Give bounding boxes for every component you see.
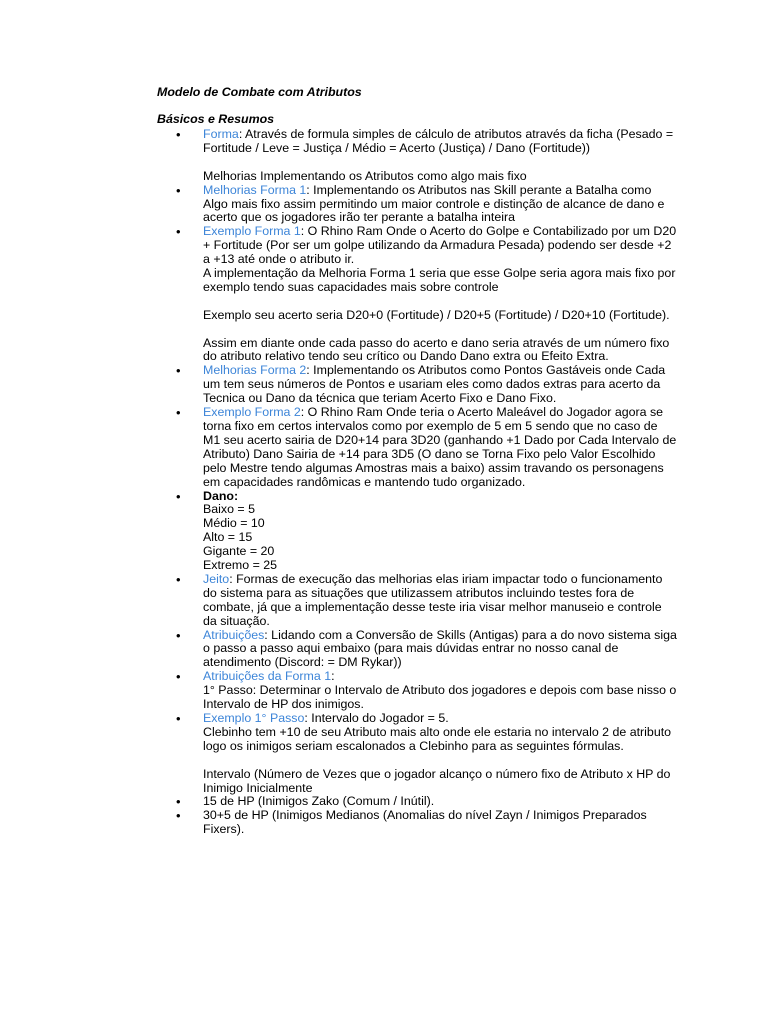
item-paragraph: A implementação da Melhoria Forma 1 seria que esse Golpe seria agora mais fixo por exemplo tendo suas capacidades mais sobre controle [203, 266, 676, 294]
list-item-melhorias-forma-2 [157, 364, 677, 406]
bullet-list [157, 128, 677, 837]
item-text: : Lidando com a Conversão de Skills (Antigas) para a do novo sistema siga o passo a passo aqui embaixo (para mais dúvidas entrar no nosso canal de atendimento (Discord: = DM Rykar)) [203, 627, 677, 670]
keyword-forma: Forma [203, 127, 239, 141]
list-item-melhorias-forma-1 [157, 184, 677, 226]
list-item-hp-30 [157, 809, 677, 837]
keyword-jeito: Jeito [203, 571, 230, 586]
item-text: : Formas de execução das melhorias elas iriam impactar todo o funcionamento do sistema para as situações que utilizassem atributos incluindo testes fora de combate, já que a implementação desse teste iria visar melhor manuseio e controle da situação. [203, 571, 663, 628]
item-paragraph: Assim em diante onde cada passo do acerto e dano seria através de um número fixo do atributo relativo tendo seu crítico ou Dando Dano extra ou Efeito Extra. [203, 335, 670, 364]
item-paragraph: Intervalo (Número de Vezes que o jogador alcanço o número fixo de Atributo x HP do Inimigo Inicialmente [203, 766, 671, 795]
list-item-jeito [157, 573, 677, 629]
item-text: : Através de formula simples de cálculo de atributos através da ficha (Pesado = Fortitude / Leve = Justiça / Médio = Acerto (Justiça) / Dano (Fortitude)) [203, 127, 674, 155]
item-paragraph: 1° Passo: Determinar o Intervalo de Atributo dos jogadores e depois com base nisso o Intervalo de HP dos inimigos. [203, 683, 677, 712]
section-heading: Básicos e Resumos [157, 112, 275, 126]
dano-value-row: Gigante = 20 [203, 544, 275, 559]
dano-label: • Dano: [203, 488, 239, 503]
item-text: 15 de HP (Inimigos Zako (Comum / Inútil). [203, 794, 435, 809]
list-item-dano [157, 490, 677, 573]
item-text: : Implementando os Atributos nas Skill perante a Batalha como Algo mais fixo assim permitindo um maior controle e distinção de alcance de dano e acerto que os jogadores irão ter perante a batalha inteira [203, 182, 665, 225]
list-item-atribuicoes-forma-1 [157, 670, 677, 712]
item-text: 30+5 de HP (Inimigos Medianos (Anomalias do nível Zayn / Inimigos Preparados Fixers). [203, 808, 647, 837]
document-title: Modelo de Combate com Atributos [157, 85, 362, 99]
keyword-atribuicoes-forma-1: Atribuições da Forma 1 [203, 669, 332, 684]
list-item-atribuicoes [157, 629, 677, 671]
keyword-exemplo-forma-2: Exemplo Forma 2 [203, 405, 301, 420]
item-text: : Implementando os Atributos como Pontos Gastáveis onde Cada um tem seus números de Pontos e usariam eles como dados extras para acerto da Tecnica ou Dano da técnica que teriam Acerto Fixo e Dano Fixo. [203, 363, 666, 406]
dano-value-row: Extremo = 25 [203, 558, 278, 573]
item-text: : O Rhino Ram Onde teria o Acerto Maleável do Jogador agora se torna fixo em certos intervalos como por exemplo de 5 em 5 sendo que no caso de M1 seu acerto sairia de D20+14 para 3D20 (ganhando +1 Dado por Cada Intervalo de Atributo) Dano Sairia de +14 para 3D5 (O dano se Torna Fixo pelo Valor Escolhido pelo Mestre tendo algumas Amostras mais a baixo) assim travando os personagens em capacidades randômicas e mantendo tudo organizado. [203, 405, 677, 489]
item-text: : O Rhino Ram Onde o Acerto do Golpe e Contabilizado por um D20 + Fortitude (Por ser um golpe utilizando da Armadura Pesada) podendo ser desde +2 a +13 até onde o atributo ir. [203, 224, 677, 267]
list-item-hp-15 [157, 795, 677, 809]
dano-value-row: Baixo = 5 [203, 502, 256, 517]
dano-value-row: Médio = 10 [203, 516, 265, 531]
item-paragraph: Clebinho tem +10 de seu Atributo mais alto onde ele estaria no intervalo 2 de atributo logo os inimigos seriam escalonados a Clebinho para as seguintes fórmulas. [203, 724, 672, 753]
keyword-atribuicoes: Atribuições [203, 627, 265, 642]
dano-value-row: Alto = 15 [203, 530, 253, 545]
item-paragraph: Exemplo seu acerto seria D20+0 (Fortitude) / D20+5 (Fortitude) / D20+10 (Fortitude). [203, 307, 670, 322]
keyword-melhorias-forma-2: Melhorias Forma 2 [203, 363, 307, 378]
list-item-forma [157, 128, 677, 184]
item-extra-text: Melhorias Implementando os Atributos como algo mais fixo [203, 168, 527, 183]
list-item-exemplo-forma-2 [157, 406, 677, 489]
list-item-exemplo-forma-1 [157, 225, 677, 364]
keyword-exemplo-forma-1: Exemplo Forma 1 [203, 224, 301, 239]
keyword-exemplo-passo: Exemplo 1° Passo [203, 711, 305, 726]
item-text: : Intervalo do Jogador = 5. [304, 711, 449, 726]
item-text: : [331, 669, 335, 684]
list-item-exemplo-passo [157, 712, 677, 795]
keyword-melhorias-forma-1: Melhorias Forma 1 [203, 182, 307, 197]
